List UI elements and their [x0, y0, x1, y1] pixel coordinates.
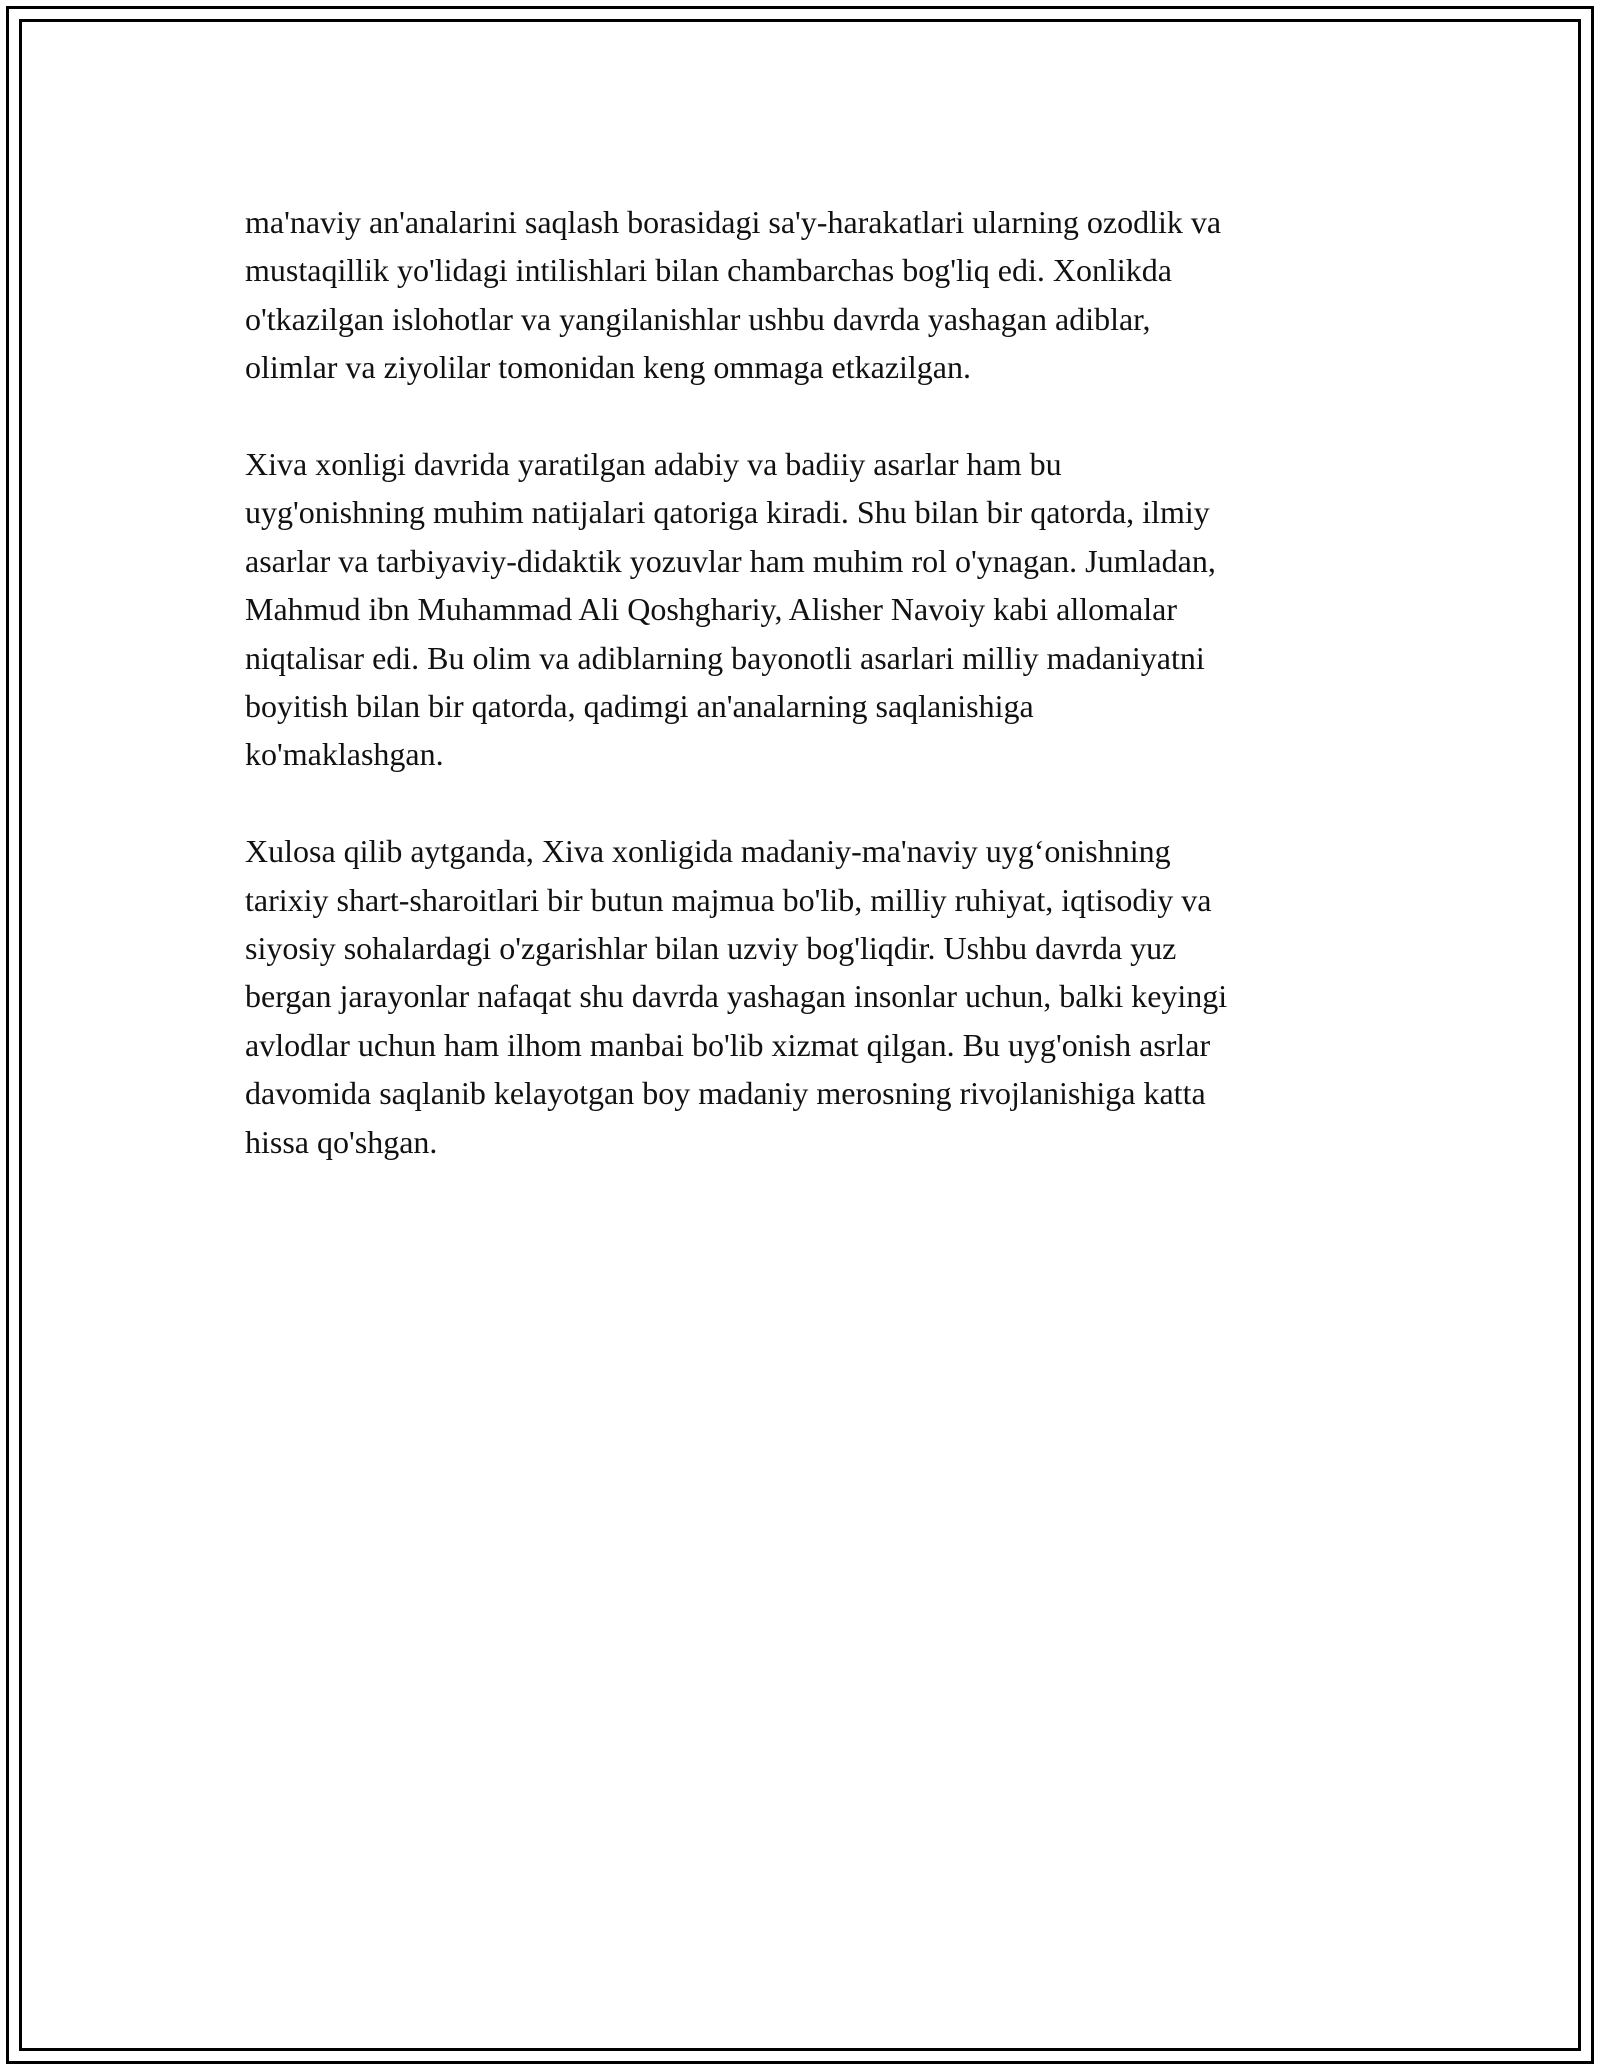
text-line: bergan jarayonlar nafaqat shu davrda yashagan insonlar uchun, balki keyingi	[245, 978, 1228, 1015]
text-line: ma'naviy an'analarini saqlash borasidagi sa'y-harakatlari ularning ozodlik va	[245, 204, 1222, 240]
text-line: Mahmud ibn Muhammad Ali Qoshghariy, Alisher Navoiy kabi allomalar	[245, 591, 1177, 628]
text-line: boyitish bilan bir qatorda, qadimgi an'analarning saqlanishiga	[245, 688, 1034, 725]
page-border	[6, 6, 1594, 2064]
text-line: davomida saqlanib kelayotgan boy madaniy merosning rivojlanishiga katta	[245, 1075, 1206, 1112]
paragraph-2	[245, 440, 1405, 779]
text-line: Xulosa qilib aytganda, Xiva xonligida madaniy-ma'naviy uyg‘onishning	[245, 833, 1171, 870]
text-line: Xiva xonligi davrida yaratilgan adabiy va badiiy asarlar ham bu	[245, 446, 1062, 483]
text-line: siyosiy sohalardagi o'zgarishlar bilan uzviy bog'liqdir. Ushbu davrda yuz	[245, 930, 1177, 967]
text-line: o'tkazilgan islohotlar va yangilanishlar ushbu davrda yashagan adiblar,	[245, 300, 1151, 337]
text-line: hissa qo'shgan.	[245, 1123, 438, 1160]
text-line: ko'maklashgan.	[245, 736, 444, 773]
text-line: olimlar va ziyolilar tomonidan keng ommaga etkazilgan.	[245, 349, 971, 386]
text-line: niqtalisar edi. Bu olim va adiblarning bayonotli asarlari milliy madaniyatni	[245, 639, 1205, 676]
paragraph-3	[245, 827, 1405, 1166]
text-line: tarixiy shart-sharoitlari bir butun majmua bo'lib, milliy ruhiyat, iqtisodiy va	[245, 881, 1212, 918]
text-line: avlodlar uchun ham ilhom manbai bo'lib xizmat qilgan. Bu uyg'onish asrlar	[245, 1026, 1211, 1063]
paragraph-1	[245, 198, 1405, 392]
document-body	[245, 198, 1405, 1214]
text-line: mustaqillik yo'lidagi intilishlari bilan chambarchas bog'liq edi. Xonlikda	[245, 252, 1172, 289]
text-line: uyg'onishning muhim natijalari qatoriga kiradi. Shu bilan bir qatorda, ilmiy	[245, 494, 1210, 531]
text-line: asarlar va tarbiyaviy-didaktik yozuvlar ham muhim rol o'ynagan. Jumladan,	[245, 542, 1216, 579]
